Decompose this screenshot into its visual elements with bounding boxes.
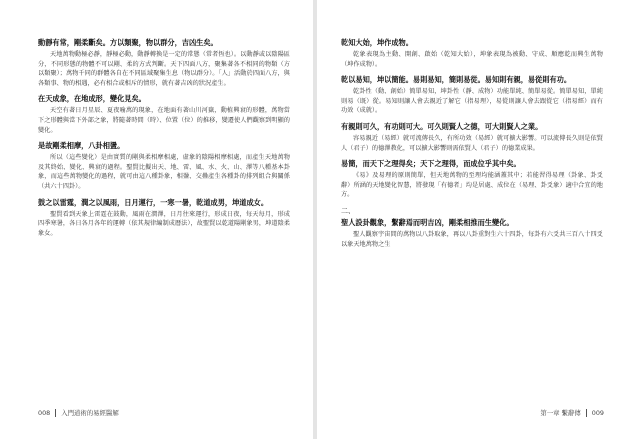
section-heading: 是故剛柔相摩，八卦相盪。 bbox=[38, 141, 125, 151]
book-title: 入門道術的易經醫解 bbox=[61, 409, 119, 417]
section-heading: 在天成象，在地成形，變化見矣。 bbox=[38, 94, 146, 104]
right-page bbox=[317, 0, 630, 439]
chapter-title: 繫辭傳 bbox=[561, 409, 581, 417]
section-body: 聖賢看到天象上雷霆在鼓動，風雨在潤澤，日月往來運行，形成日夜，每天每月，形成四季寒暑，各日各月各年的運轉（依其規律編制成曆法），故聖賢以乾道陽剛象男，坤道陰柔象女。 bbox=[38, 210, 290, 237]
footer-separator bbox=[586, 409, 587, 417]
page-number: 009 bbox=[591, 409, 604, 417]
section bbox=[341, 38, 603, 69]
page-number: 008 bbox=[38, 409, 51, 417]
section-heading: 聖人設卦觀象，繫辭焉而明吉凶，剛柔相推而生變化。 bbox=[341, 217, 514, 227]
section-heading: 鼓之以雷霆，潤之以風雨，日月運行，一寒一暑，乾道成男，坤道成女。 bbox=[38, 197, 269, 207]
left-page bbox=[0, 0, 313, 439]
section bbox=[341, 75, 603, 116]
section-heading: 乾知大始，坤作成物。 bbox=[341, 38, 413, 47]
section bbox=[38, 38, 290, 88]
section-body: 天地萬物動極必靜，靜極必動，動靜轉換是一定的常態（常者恆也）。以動靜或以陰陽區分，不同形態的物體不可以剛、柔的方式判斷。天下四面八方，聚集著各不相同的物類（方以類聚）；萬物千同的群體各自在不同區域聚集生息（物以群分）。「人」活動於四面八方，與各類事、物的相遇，必有相合或相斥的情形，就有著吉凶的狀況產生。 bbox=[38, 51, 290, 87]
section bbox=[38, 198, 290, 239]
section bbox=[341, 159, 603, 200]
section-body: 所以（這些變化）是由實質的剛與柔相摩相處，虛象的陰陽相摩相處，而產生天地萬物及其終始、變化、興衰的過程。聖賢比擬出天、地、雷、風、水、火、山、澤等八種基本卦象，而這些萬物變化的過程，就可由這八種卦象，相盪、交疊產生各種卦的排列組合與關係（共六十四卦）。 bbox=[38, 154, 290, 190]
section-body: 聖人觀察宇宙間的萬物以八卦取象，再以八卦重對生六十四卦，每卦有六爻共三百八十四爻以象天地萬物之生 bbox=[341, 230, 603, 248]
section-marker: 二、 bbox=[341, 206, 355, 215]
left-footer bbox=[38, 408, 119, 417]
section-body: 天空有著日月星辰、夏夜喻萬的現象，在地面有著山川河嶽，動植興衰的形體，萬物當下之形體與當下外部之象，將隨著時間（時）、位置（位）的推移，變遷使人們觀察到明顯的變化。 bbox=[38, 107, 290, 134]
chapter-label: 第一章 bbox=[540, 409, 560, 417]
section-body: 容易親近（易經）就可流傳長久，有所功效（易經）就可擴大影響。可以流傳長久則是依賢人（君子）的德澤教化，可以擴大影響則需依賢人（君子）的德業成果。 bbox=[341, 134, 603, 152]
right-page-content bbox=[341, 38, 603, 255]
section-heading: 有親則可久，有功則可大。可久則賢人之德，可大則賢人之業。 bbox=[341, 121, 543, 131]
section-body: 《易》及易理的原則簡單，但天地萬物的至理均能涵蓋其中；若能習得易理（卦象、卦爻辭）所涵的天地變化智慧，將發現「有德者」均是居處、成位在（易理、卦爻象）適中合宜的地方。 bbox=[341, 172, 603, 199]
section-body: 乾象表現為主動、開創、啟始（乾知大始），坤象表現為被動、守成、順應乾而興生萬物（坤作成物）。 bbox=[341, 51, 603, 68]
section-body: 乾卦性（動、創始）簡單易知，坤卦性（靜、成物）功能單純、簡單易從。簡單易知，單純則易（既）從。易知則讓人會去親近了解它（指易理），易從則讓人會去跟從它（指易經）而有功效（成就）。 bbox=[341, 88, 603, 115]
section bbox=[341, 122, 603, 153]
section-heading: 乾以易知，坤以簡能。易則易知，簡則易從。易知則有親，易從則有功。 bbox=[341, 75, 572, 85]
right-footer bbox=[540, 408, 604, 417]
footer-separator bbox=[55, 409, 56, 417]
left-page-content bbox=[38, 38, 290, 244]
section bbox=[38, 141, 290, 191]
section bbox=[38, 94, 290, 135]
section-heading: 易簡，而天下之理得矣；天下之理得，而成位乎其中矣。 bbox=[341, 159, 521, 169]
section-heading: 動靜有常，剛柔斷矣。方以類聚，物以群分，吉凶生矣。 bbox=[38, 38, 218, 47]
section bbox=[341, 218, 603, 249]
